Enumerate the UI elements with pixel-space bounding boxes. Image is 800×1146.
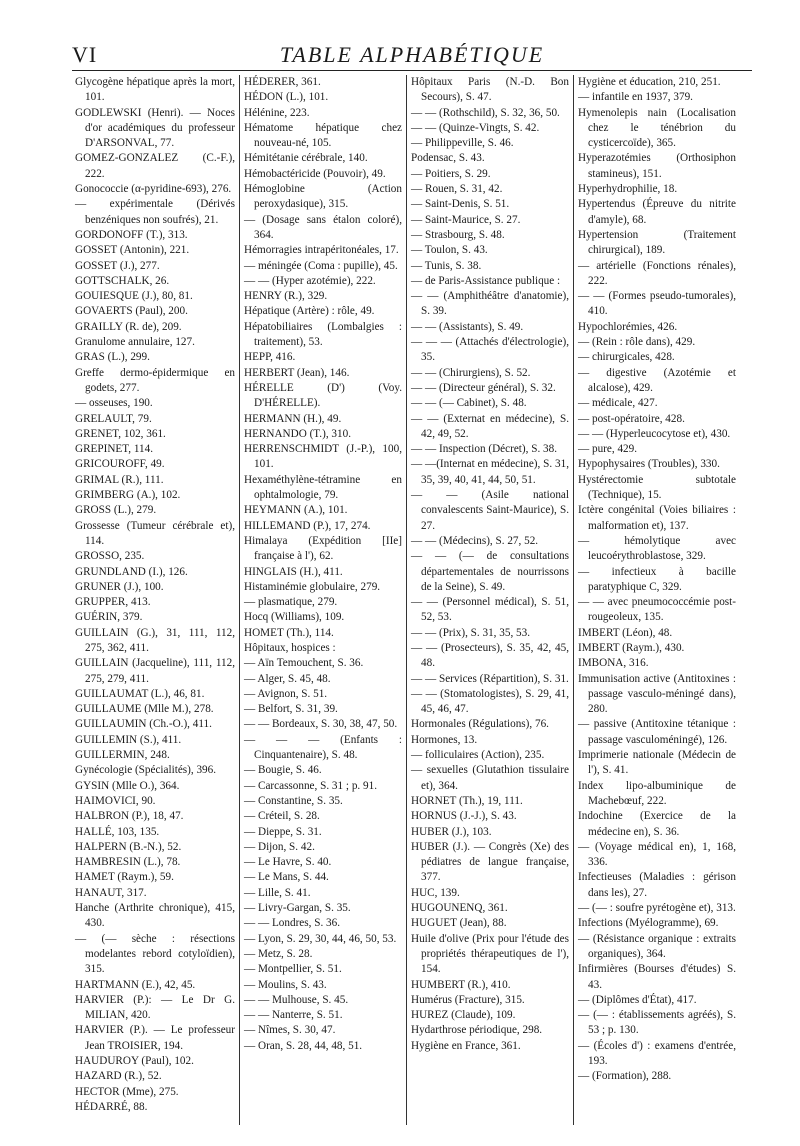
index-entry: — (Voyage médical en), 1, 168, 336. bbox=[578, 840, 736, 869]
index-entry: — — Londres, S. 36. bbox=[244, 917, 341, 930]
index-entry: — — (Médecins), S. 27, 52. bbox=[411, 534, 539, 547]
index-entry: GOMEZ-GONZALEZ (C.-F.), 222. bbox=[75, 152, 235, 180]
index-entry: Hyperhydrophilie, 18. bbox=[578, 183, 678, 196]
index-entry: — Poitiers, S. 29. bbox=[411, 167, 491, 180]
index-entry: GRENET, 102, 361. bbox=[75, 427, 166, 440]
index-entry: HERBERT (Jean), 146. bbox=[244, 366, 350, 379]
index-entry: Hémobactéricide (Pouvoir), 49. bbox=[244, 167, 386, 180]
index-entry: Hématome hépatique chez nouveau-né, 105. bbox=[244, 121, 402, 150]
index-entry: HAUDUROY (Paul), 102. bbox=[75, 1055, 194, 1067]
index-entry: Gynécologie (Spécialités), 396. bbox=[75, 764, 217, 777]
index-entry: Indochine (Exercice de la médecine en), S. 36. bbox=[578, 810, 736, 838]
index-entry: — — (Prosecteurs), S. 35, 42, 45, 48. bbox=[411, 641, 569, 670]
index-entry: — Belfort, S. 31, 39. bbox=[244, 703, 338, 716]
index-entry: HÉDON (L.), 101. bbox=[244, 91, 329, 104]
index-entry: — — Services (Répartition), S. 31. bbox=[411, 672, 569, 685]
index-entry: HECTOR (Mme), 275. bbox=[75, 1085, 179, 1098]
index-entry: — Carcassonne, S. 31 ; p. 91. bbox=[244, 779, 377, 792]
index-entry: Grossesse (Tumeur cérébrale et), 114. bbox=[75, 519, 235, 547]
index-entry: GOUIESQUE (J.), 80, 81. bbox=[75, 290, 193, 303]
index-entry: — Aïn Temouchent, S. 36. bbox=[244, 657, 364, 670]
index-entry: Hypochlorémies, 426. bbox=[578, 320, 678, 333]
index-entry: — Dijon, S. 42. bbox=[244, 840, 315, 853]
index-entry: HUGUET (Jean), 88. bbox=[411, 917, 507, 930]
index-entry: Glycogène hépatique après la mort, 101. bbox=[75, 76, 235, 104]
index-entry: — (Résistance organique : extraits organiques), 364. bbox=[578, 932, 736, 960]
index-entry: HEPP, 416. bbox=[244, 351, 296, 364]
index-entry: HÉRELLE (D') (Voy. D'HÉRELLE). bbox=[244, 381, 402, 410]
index-entry: GUILLAUMIN (Ch.-O.), 411. bbox=[75, 718, 212, 731]
index-entry: — (Rein : rôle dans), 429. bbox=[578, 336, 696, 349]
index-entry: Greffe dermo-épidermique en godets, 277. bbox=[75, 366, 235, 394]
index-entry: — infantile en 1937, 379. bbox=[578, 91, 693, 104]
index-entry: HALPERN (B.-N.), 52. bbox=[75, 840, 182, 853]
index-entry: GRIMBERG (A.), 102. bbox=[75, 489, 181, 502]
index-entry: — Toulon, S. 43. bbox=[411, 244, 488, 257]
index-column-4 bbox=[573, 75, 738, 1125]
index-entry: Hypertension (Traitement chirurgical), 189. bbox=[578, 228, 736, 257]
index-entry: GUILLAUME (Mlle M.), 278. bbox=[75, 703, 214, 716]
index-entry: — — (Chirurgiens), S. 52. bbox=[411, 366, 531, 379]
index-entry: — Livry-Gargan, S. 35. bbox=[244, 902, 351, 915]
index-entry: — (— : établissements agréés), S. 53 ; p. 130. bbox=[578, 1009, 736, 1037]
index-entry: — (— : soufre pyrétogène et), 313. bbox=[578, 902, 736, 915]
index-entry: — — — (Attachés d'électrologie), 35. bbox=[411, 336, 569, 364]
index-entry: Hémorragies intrapéritonéales, 17. bbox=[244, 244, 399, 257]
index-entry: GUILLERMIN, 248. bbox=[75, 749, 170, 762]
index-entry: HUGOUNENQ, 361. bbox=[411, 902, 508, 915]
index-entry: — — (Assistants), S. 49. bbox=[411, 320, 524, 333]
index-entry: GYSIN (Mlle O.), 364. bbox=[75, 779, 180, 792]
index-entry: — artérielle (Fonctions rénales), 222. bbox=[578, 259, 736, 287]
index-entry: — osseuses, 190. bbox=[75, 397, 153, 410]
index-entry: GORDONOFF (T.), 313. bbox=[75, 228, 188, 241]
index-entry: HÉDERER, 361. bbox=[244, 76, 321, 88]
index-entry: — Metz, S. 28. bbox=[244, 947, 313, 960]
page-title: TABLE ALPHABÉTIQUE bbox=[279, 42, 545, 67]
page-header bbox=[72, 42, 752, 70]
index-entry: — (Écoles d') : examens d'entrée, 193. bbox=[578, 1039, 736, 1067]
index-entry: IMBONA, 316. bbox=[578, 657, 649, 670]
index-entry: GUILLAUMAT (L.), 46, 81. bbox=[75, 687, 205, 700]
index-entry: — Lille, S. 41. bbox=[244, 886, 311, 899]
index-entry: GOVAERTS (Paul), 200. bbox=[75, 305, 188, 318]
index-entry: — pure, 429. bbox=[578, 443, 638, 456]
index-entry: — — (Prix), S. 31, 35, 53. bbox=[411, 626, 531, 639]
page-number: VI bbox=[72, 42, 98, 67]
index-entry: — Dieppe, S. 31. bbox=[244, 825, 322, 838]
header-rule bbox=[72, 70, 752, 71]
index-entry: Hexaméthylène-tétramine en ophtalmologie, 79. bbox=[244, 473, 402, 502]
index-entry: — — (Amphithéâtre d'anatomie), S. 39. bbox=[411, 290, 569, 318]
index-entry: Hormones, 13. bbox=[411, 733, 478, 746]
index-entry: GRUPPER, 413. bbox=[75, 596, 151, 609]
index-entry: — Rouen, S. 31, 42. bbox=[411, 183, 503, 196]
index-entry: — (Diplômes d'État), 417. bbox=[578, 993, 697, 1006]
index-entry: — — (Hyperleucocytose et), 430. bbox=[578, 427, 731, 440]
index-entry: — hémolytique avec leucoérythroblastose, 329. bbox=[578, 534, 736, 563]
index-entry: — — — (Enfants : Cinquantenaire), S. 48. bbox=[244, 733, 402, 762]
index-entry: Hépatobiliaires (Lombalgies : traitement), 53. bbox=[244, 320, 402, 349]
index-entry: — — (Formes pseudo-tumorales), 410. bbox=[578, 290, 736, 318]
index-entry: HERRENSCHMIDT (J.-P.), 100, 101. bbox=[244, 443, 402, 471]
index-entry: — Bougie, S. 46. bbox=[244, 764, 322, 777]
index-entry: Infirmières (Bourses d'études) S. 43. bbox=[578, 963, 736, 991]
index-entry: Immunisation active (Antitoxines : passage vasculo-méningé dans), 280. bbox=[578, 672, 736, 716]
index-entry: GROSS (L.), 279. bbox=[75, 504, 157, 517]
index-entry: HENRY (R.), 329. bbox=[244, 290, 328, 303]
index-entry: HUC, 139. bbox=[411, 886, 460, 899]
index-entry: GUÉRIN, 379. bbox=[75, 611, 143, 624]
index-entry: — sexuelles (Glutathion tissulaire et), 364. bbox=[411, 764, 569, 792]
index-entry: Imprimerie nationale (Médecin de l'), S. 41. bbox=[578, 749, 736, 777]
index-entry: Hôpitaux Paris (N.-D. Bon Secours), S. 47. bbox=[411, 76, 569, 104]
index-entry: GROSSO, 235. bbox=[75, 550, 145, 563]
index-entry: GRICOUROFF, 49. bbox=[75, 458, 165, 471]
index-entry: — — (Stomatologistes), S. 29, 41, 45, 46, 47. bbox=[411, 687, 569, 716]
index-entry: Hocq (Williams), 109. bbox=[244, 611, 345, 624]
index-entry: HUBER (J.). — Congrès (Xe) des pédiatres de langue française, 377. bbox=[411, 840, 569, 884]
index-entry: — (Formation), 288. bbox=[578, 1070, 672, 1083]
index-entry: — Montpellier, S. 51. bbox=[244, 963, 342, 976]
index-entry: GUILLAIN (Jacqueline), 111, 112, 275, 279, 411. bbox=[75, 657, 235, 685]
index-entry: Hémoglobine (Action peroxydasique), 315. bbox=[244, 183, 402, 211]
index-entry: GRELAULT, 79. bbox=[75, 412, 152, 425]
index-entry: HARVIER (P.). — Le professeur Jean TROISIER, 194. bbox=[75, 1024, 235, 1052]
index-entry: — de Paris-Assistance publique : bbox=[411, 274, 561, 287]
index-entry: — Le Havre, S. 40. bbox=[244, 856, 332, 869]
index-entry: — — avec pneumococcémie post-rougeoleux, 135. bbox=[578, 596, 736, 624]
index-entry: HAIMOVICI, 90. bbox=[75, 794, 156, 807]
index-entry: GUILLEMIN (S.), 411. bbox=[75, 733, 182, 746]
index-entry: — Lyon, S. 29, 30, 44, 46, 50, 53. bbox=[244, 932, 397, 945]
index-entry: — Constantine, S. 35. bbox=[244, 794, 343, 807]
index-entry: HUMBERT (R.), 410. bbox=[411, 978, 511, 991]
index-entry: HÉDARRÉ, 88. bbox=[75, 1100, 148, 1113]
index-entry: — — (Rothschild), S. 32, 36, 50. bbox=[411, 106, 560, 119]
index-entry: — Saint-Denis, S. 51. bbox=[411, 198, 510, 211]
index-entry: Index lipo-albuminique de Machebœuf, 222. bbox=[578, 779, 736, 807]
index-entry: Gonococcie (α-pyridine-693), 276. bbox=[75, 183, 232, 196]
index-entry: — — (Externat en médecine), S. 42, 49, 52. bbox=[411, 412, 569, 440]
index-column-3 bbox=[406, 75, 571, 1125]
index-entry: — infectieux à bacille paratyphique C, 329. bbox=[578, 565, 736, 593]
index-columns bbox=[72, 75, 762, 1125]
index-entry: Hormonales (Régulations), 76. bbox=[411, 718, 549, 731]
index-entry: Huile d'olive (Prix pour l'étude des propriétés thérapeutiques de l'), 154. bbox=[411, 932, 569, 976]
index-entry: GRIMAL (R.), 111. bbox=[75, 473, 164, 486]
index-entry: HAMET (Raym.), 59. bbox=[75, 871, 174, 884]
index-entry: — — Bordeaux, S. 30, 38, 47, 50. bbox=[244, 718, 398, 731]
index-entry: — post-opératoire, 428. bbox=[578, 412, 685, 425]
index-entry: — Le Mans, S. 44. bbox=[244, 871, 329, 884]
index-entry: — Avignon, S. 51. bbox=[244, 687, 328, 700]
index-entry: GRAS (L.), 299. bbox=[75, 351, 150, 364]
index-entry: Hydarthrose périodique, 298. bbox=[411, 1024, 543, 1037]
index-entry: IMBERT (Raym.), 430. bbox=[578, 641, 685, 654]
index-entry: — —(Internat en médecine), S. 31, 35, 39, 40, 41, 44, 50, 51. bbox=[411, 458, 569, 486]
index-entry: HALBRON (P.), 18, 47. bbox=[75, 810, 184, 823]
index-entry: GOTTSCHALK, 26. bbox=[75, 274, 170, 287]
index-entry: — — Mulhouse, S. 45. bbox=[244, 993, 349, 1006]
index-entry: — Strasbourg, S. 48. bbox=[411, 228, 505, 241]
index-entry: — Alger, S. 45, 48. bbox=[244, 672, 331, 685]
index-entry: — — (Quinze-Vingts, S. 42. bbox=[411, 121, 540, 134]
index-entry: HORNET (Th.), 19, 111. bbox=[411, 794, 523, 807]
index-entry: HILLEMAND (P.), 17, 274. bbox=[244, 519, 371, 532]
index-entry: HAZARD (R.), 52. bbox=[75, 1070, 162, 1083]
index-entry: Hystérectomie subtotale (Technique), 15. bbox=[578, 473, 736, 502]
index-entry: Infections (Myélogramme), 69. bbox=[578, 917, 719, 930]
index-entry: — — (— de consultations départementales de nourrissons de la Seine), S. 49. bbox=[411, 550, 569, 593]
index-entry: — Philippeville, S. 46. bbox=[411, 137, 514, 150]
index-entry: — (Dosage sans étalon coloré), 364. bbox=[244, 213, 402, 241]
index-entry: HARTMANN (E.), 42, 45. bbox=[75, 978, 196, 991]
index-entry: Hymenolepis nain (Localisation chez le ténébrion du cysticercoïde), 365. bbox=[578, 106, 736, 150]
index-entry: Ictère congénital (Voies biliaires : malformation et), 137. bbox=[578, 504, 736, 532]
index-entry: — — (Personnel médical), S. 51, 52, 53. bbox=[411, 596, 569, 624]
index-entry: Histaminémie globulaire, 279. bbox=[244, 580, 381, 593]
index-entry: Hépatique (Artère) : rôle, 49. bbox=[244, 305, 375, 318]
index-entry: — digestive (Azotémie et alcalose), 429. bbox=[578, 366, 736, 394]
index-entry: Hypertendus (Épreuve du nitrite d'amyle), 68. bbox=[578, 198, 736, 226]
index-entry: Podensac, S. 43. bbox=[411, 152, 485, 165]
index-entry: — médicale, 427. bbox=[578, 397, 658, 410]
index-entry: — Nîmes, S. 30, 47. bbox=[244, 1024, 336, 1037]
index-entry: — (— sèche : résections modelantes rebord cotyloïdien), 315. bbox=[75, 932, 235, 976]
index-entry: — — Inspection (Décret), S. 38. bbox=[411, 443, 558, 456]
index-entry: GUILLAIN (G.), 31, 111, 112, 275, 362, 411. bbox=[75, 626, 235, 654]
index-entry: — — (Asile national convalescents Saint-Maurice), S. 27. bbox=[411, 489, 569, 532]
index-entry: Granulome annulaire, 127. bbox=[75, 336, 195, 349]
index-entry: — chirurgicales, 428. bbox=[578, 351, 675, 364]
index-entry: HARVIER (P.): — Le Dr G. MILIAN, 420. bbox=[75, 993, 235, 1022]
index-entry: GRUNER (J.), 100. bbox=[75, 580, 164, 593]
index-entry: — — Nanterre, S. 51. bbox=[244, 1009, 343, 1022]
index-entry: HINGLAIS (H.), 411. bbox=[244, 565, 343, 578]
index-entry: Humérus (Fracture), 315. bbox=[411, 993, 525, 1006]
index-entry: GOSSET (J.), 277. bbox=[75, 259, 160, 272]
index-entry: IMBERT (Léon), 48. bbox=[578, 626, 673, 639]
index-entry: Hémitétanie cérébrale, 140. bbox=[244, 152, 368, 165]
index-entry: — — (— Cabinet), S. 48. bbox=[411, 397, 527, 410]
index-entry: HALLÉ, 103, 135. bbox=[75, 825, 160, 838]
index-entry: — — (Hyper azotémie), 222. bbox=[244, 274, 376, 287]
index-column-2 bbox=[239, 75, 404, 1125]
index-entry: Hôpitaux, hospices : bbox=[244, 641, 336, 654]
index-entry: HOMET (Th.), 114. bbox=[244, 626, 334, 639]
index-entry: Hygiène et éducation, 210, 251. bbox=[578, 76, 721, 88]
index-entry: HORNUS (J.-J.), S. 43. bbox=[411, 810, 517, 823]
index-entry: — plasmatique, 279. bbox=[244, 596, 338, 609]
index-entry: GODLEWSKI (Henri). — Noces d'or académiques du professeur D'ARSONVAL, 77. bbox=[75, 106, 235, 150]
index-column-1 bbox=[72, 75, 237, 1125]
index-entry: HERNANDO (T.), 310. bbox=[244, 427, 351, 440]
index-entry: Himalaya (Expédition [IIe] française à l'), 62. bbox=[244, 534, 402, 563]
index-entry: Infectieuses (Maladies : gérison dans les), 27. bbox=[578, 871, 736, 899]
index-entry: GOSSET (Antonin), 221. bbox=[75, 244, 190, 257]
index-entry: — — (Directeur général), S. 32. bbox=[411, 381, 556, 394]
index-entry: HAMBRESIN (L.), 78. bbox=[75, 856, 181, 869]
index-entry: HEYMANN (A.), 101. bbox=[244, 504, 348, 517]
index-entry: — expérimentale (Dérivés benzéniques non soufrés), 21. bbox=[75, 198, 235, 226]
index-entry: Hypophysaires (Troubles), 330. bbox=[578, 458, 720, 471]
index-entry: — méningée (Coma : pupille), 45. bbox=[244, 259, 398, 272]
index-entry: HUREZ (Claude), 109. bbox=[411, 1009, 516, 1022]
index-entry: — Oran, S. 28, 44, 48, 51. bbox=[244, 1039, 363, 1052]
index-entry: — passive (Antitoxine tétanique : passage vasculoméningé), 126. bbox=[578, 718, 736, 746]
index-entry: HERMANN (H.), 49. bbox=[244, 412, 342, 425]
index-entry: Hanche (Arthrite chronique), 415, 430. bbox=[75, 902, 235, 930]
index-entry: HUBER (J.), 103. bbox=[411, 825, 492, 838]
index-entry: HANAUT, 317. bbox=[75, 886, 147, 899]
index-entry: — Moulins, S. 43. bbox=[244, 978, 327, 991]
index-entry: GRUNDLAND (I.), 126. bbox=[75, 565, 188, 578]
index-entry: Hyperazotémies (Orthosiphon stamineus), 151. bbox=[578, 152, 736, 180]
index-entry: Hélénine, 223. bbox=[244, 106, 310, 119]
index-entry: — Tunis, S. 38. bbox=[411, 259, 482, 272]
index-entry: — Créteil, S. 28. bbox=[244, 810, 320, 823]
index-entry: — Saint-Maurice, S. 27. bbox=[411, 213, 521, 226]
index-entry: — folliculaires (Action), 235. bbox=[411, 749, 545, 762]
index-entry: GREPINET, 114. bbox=[75, 443, 153, 456]
index-entry: Hygiène en France, 361. bbox=[411, 1039, 521, 1052]
index-entry: GRAILLY (R. de), 209. bbox=[75, 320, 182, 333]
